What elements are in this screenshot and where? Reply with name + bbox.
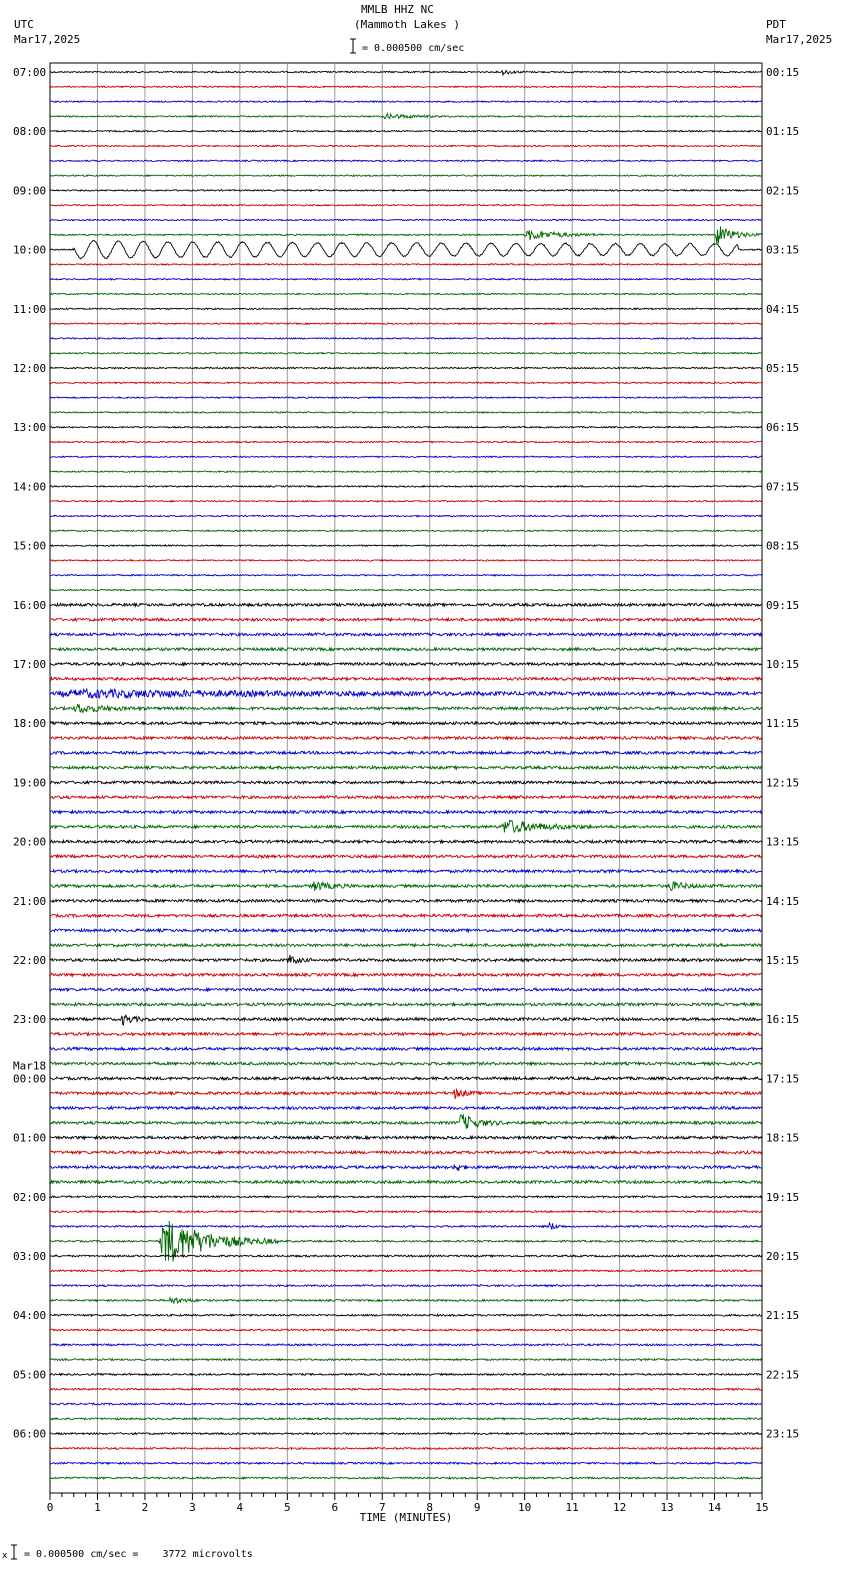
pdt-hour-label: 00:15 <box>766 66 800 79</box>
seismic-trace <box>50 955 762 963</box>
seismic-trace <box>50 618 762 621</box>
x-tick-label: 15 <box>755 1501 769 1514</box>
seismic-trace <box>50 704 762 712</box>
seismic-trace <box>50 71 762 75</box>
seismic-trace <box>50 160 762 161</box>
seismic-trace <box>50 501 762 502</box>
seismic-trace <box>50 1388 762 1390</box>
utc-hour-label: 01:00 <box>13 1131 47 1145</box>
seismic-trace <box>50 190 762 191</box>
pdt-hour-label: 08:15 <box>766 539 800 553</box>
seismic-trace <box>50 796 762 799</box>
pdt-hour-label: 19:15 <box>766 1190 800 1204</box>
seismic-trace <box>50 113 762 118</box>
seismic-trace <box>50 1114 762 1129</box>
seismic-trace <box>50 1181 762 1184</box>
x-tick-label: 0 <box>46 1501 54 1514</box>
seismic-trace <box>50 1374 762 1376</box>
utc-hour-label: 09:00 <box>13 184 47 198</box>
utc-date-label: Mar17,2025 <box>14 33 81 46</box>
footer-scale-label: = 0.000500 cm/sec = 3772 microvolts <box>24 1549 253 1560</box>
pdt-zone-label: PDT <box>766 18 786 31</box>
seismic-trace <box>50 308 762 309</box>
station-title: MMLB HHZ NC <box>361 3 434 16</box>
pdt-hour-label: 20:15 <box>766 1250 800 1263</box>
seismic-trace <box>50 766 762 769</box>
seismic-trace <box>50 486 762 487</box>
pdt-hour-label: 03:15 <box>766 243 800 257</box>
utc-hour-label: 00:00 <box>13 1072 47 1086</box>
seismic-trace <box>50 1136 762 1139</box>
pdt-hour-label: 17:15 <box>766 1072 800 1086</box>
utc-hour-label: 03:00 <box>13 1250 47 1263</box>
x-tick-label: 3 <box>189 1501 196 1514</box>
seismic-trace <box>50 530 762 531</box>
seismic-trace <box>50 820 762 832</box>
utc-hour-label: 18:00 <box>13 717 47 731</box>
pdt-hour-label: 18:15 <box>766 1131 800 1145</box>
seismic-trace <box>50 751 762 754</box>
seismic-trace <box>50 781 762 784</box>
seismic-trace <box>50 1433 762 1435</box>
x-tick-label: 2 <box>141 1501 149 1514</box>
x-tick-label: 4 <box>236 1501 244 1514</box>
utc-hour-label: 10:00 <box>13 243 47 257</box>
seismic-trace <box>50 663 762 666</box>
scale-label: = 0.000500 cm/sec <box>362 43 465 54</box>
seismic-trace <box>50 397 762 398</box>
seismic-trace <box>50 279 762 280</box>
utc-hour-label: 22:00 <box>13 954 47 967</box>
seismic-trace <box>50 648 762 651</box>
seismic-trace <box>50 689 762 698</box>
pdt-hour-label: 06:15 <box>766 421 800 435</box>
seismic-trace <box>50 145 762 146</box>
seismic-trace <box>50 914 762 917</box>
seismic-trace <box>50 412 762 413</box>
seismic-trace <box>50 427 762 428</box>
utc-hour-label: 08:00 <box>13 125 47 139</box>
pdt-hour-label: 11:15 <box>766 717 800 731</box>
utc-hour-label: 19:00 <box>13 776 47 790</box>
plot-frame <box>50 63 762 1493</box>
seismic-trace <box>50 456 762 457</box>
seismic-trace <box>50 205 762 206</box>
x-tick-label: 1 <box>94 1501 101 1514</box>
seismic-trace <box>50 575 762 576</box>
x-axis-title: TIME (MINUTES) <box>359 1511 453 1524</box>
date-change-label: Mar18 <box>13 1059 47 1073</box>
seismic-trace <box>50 882 762 891</box>
seismic-trace <box>50 219 762 220</box>
seismic-trace <box>50 589 762 590</box>
seismic-trace <box>50 1285 762 1287</box>
seismic-trace <box>50 1165 762 1171</box>
utc-hour-label: 12:00 <box>13 362 47 375</box>
seismic-trace <box>50 441 762 442</box>
x-tick-label: 5 <box>284 1501 291 1514</box>
x-tick-label: 8 <box>426 1501 434 1514</box>
seismic-trace <box>50 101 762 102</box>
seismic-trace <box>50 840 762 843</box>
seismic-trace <box>50 929 762 932</box>
pdt-hour-label: 01:15 <box>766 125 800 139</box>
pdt-hour-label: 12:15 <box>766 776 800 790</box>
seismic-trace <box>50 855 762 858</box>
seismic-trace <box>50 1089 762 1098</box>
utc-hour-label: 20:00 <box>13 835 47 849</box>
pdt-hour-label: 05:15 <box>766 362 800 375</box>
utc-zone-label: UTC <box>14 18 34 31</box>
utc-hour-label: 05:00 <box>13 1368 47 1382</box>
seismic-trace <box>50 226 762 244</box>
seismic-trace <box>50 1255 762 1257</box>
seismic-trace <box>50 1151 762 1154</box>
seismic-trace <box>50 944 762 947</box>
utc-hour-label: 16:00 <box>13 598 47 612</box>
seismic-trace <box>50 323 762 324</box>
seismic-trace <box>50 1448 762 1450</box>
seismic-trace <box>50 175 762 176</box>
pdt-hour-label: 04:15 <box>766 302 800 316</box>
seismic-trace <box>50 471 762 472</box>
seismic-trace <box>50 1003 762 1006</box>
footer-scale-bar-icon <box>10 1544 18 1560</box>
pdt-hour-label: 13:15 <box>766 835 800 849</box>
seismic-trace <box>50 131 762 132</box>
seismic-trace <box>50 338 762 339</box>
seismic-trace <box>50 1033 762 1036</box>
seismic-trace <box>50 1477 762 1479</box>
seismic-trace <box>50 1344 762 1346</box>
seismic-trace <box>50 722 762 725</box>
seismic-trace <box>50 737 762 740</box>
utc-hour-label: 07:00 <box>13 66 47 79</box>
pdt-hour-label: 10:15 <box>766 658 800 671</box>
x-tick-label: 10 <box>518 1501 532 1514</box>
pdt-hour-label: 23:15 <box>766 1427 800 1441</box>
seismic-trace <box>50 1015 762 1025</box>
seismic-trace <box>50 1329 762 1331</box>
utc-hour-label: 06:00 <box>13 1427 47 1441</box>
seismic-trace <box>50 367 762 368</box>
pdt-hour-label: 02:15 <box>766 184 800 198</box>
seismic-trace <box>50 264 762 265</box>
seismic-trace <box>50 240 762 259</box>
seismic-trace <box>50 1047 762 1050</box>
seismic-trace <box>50 1196 762 1198</box>
seismic-trace <box>50 382 762 383</box>
utc-hour-label: 15:00 <box>13 539 47 553</box>
seismic-trace <box>50 988 762 991</box>
seismic-trace <box>50 1077 762 1080</box>
x-tick-label: 12 <box>612 1501 627 1514</box>
seismic-trace <box>50 86 762 87</box>
utc-hour-label: 14:00 <box>13 480 47 494</box>
pdt-date-label: Mar17,2025 <box>766 33 833 46</box>
x-tick-label: 6 <box>331 1501 339 1514</box>
pdt-hour-label: 21:15 <box>766 1309 800 1323</box>
seismic-trace <box>50 811 762 814</box>
seismic-trace <box>50 973 762 976</box>
x-tick-label: 7 <box>378 1501 386 1514</box>
pdt-hour-label: 22:15 <box>766 1368 800 1382</box>
footer-marker: x <box>2 1551 8 1561</box>
seismic-trace <box>50 1107 762 1110</box>
pdt-hour-label: 07:15 <box>766 480 800 494</box>
seismic-trace <box>50 1062 762 1065</box>
utc-hour-label: 04:00 <box>13 1309 47 1323</box>
pdt-hour-label: 14:15 <box>766 894 800 908</box>
seismic-trace <box>50 1418 762 1420</box>
pdt-hour-label: 15:15 <box>766 954 800 967</box>
station-location: (Mammoth Lakes ) <box>354 18 460 31</box>
seismic-trace <box>50 603 762 606</box>
pdt-hour-label: 09:15 <box>766 598 800 612</box>
seismic-trace <box>50 293 762 294</box>
seismic-trace <box>50 1222 762 1229</box>
utc-hour-label: 17:00 <box>13 658 47 671</box>
seismic-trace <box>50 560 762 561</box>
seismic-trace <box>50 545 762 546</box>
pdt-hour-label: 16:15 <box>766 1013 800 1027</box>
utc-hour-label: 23:00 <box>13 1013 47 1027</box>
seismic-trace <box>50 1270 762 1272</box>
seismic-trace <box>50 633 762 636</box>
seismic-trace <box>50 899 762 902</box>
seismic-trace <box>50 1359 762 1361</box>
seismic-trace <box>50 1298 762 1303</box>
seismic-trace <box>50 1314 762 1316</box>
x-tick-label: 14 <box>707 1501 722 1514</box>
seismic-trace <box>50 1403 762 1405</box>
utc-hour-label: 11:00 <box>13 302 47 316</box>
utc-hour-label: 21:00 <box>13 894 47 908</box>
seismic-trace <box>50 1211 762 1213</box>
x-tick-label: 13 <box>660 1501 674 1514</box>
seismic-trace <box>50 353 762 354</box>
seismic-trace <box>50 515 762 516</box>
utc-hour-label: 13:00 <box>13 421 47 435</box>
seismic-trace <box>50 677 762 680</box>
seismic-trace <box>50 870 762 873</box>
x-tick-label: 11 <box>565 1501 579 1514</box>
x-tick-label: 9 <box>473 1501 481 1514</box>
seismic-trace <box>50 1462 762 1464</box>
utc-hour-label: 02:00 <box>13 1190 47 1204</box>
